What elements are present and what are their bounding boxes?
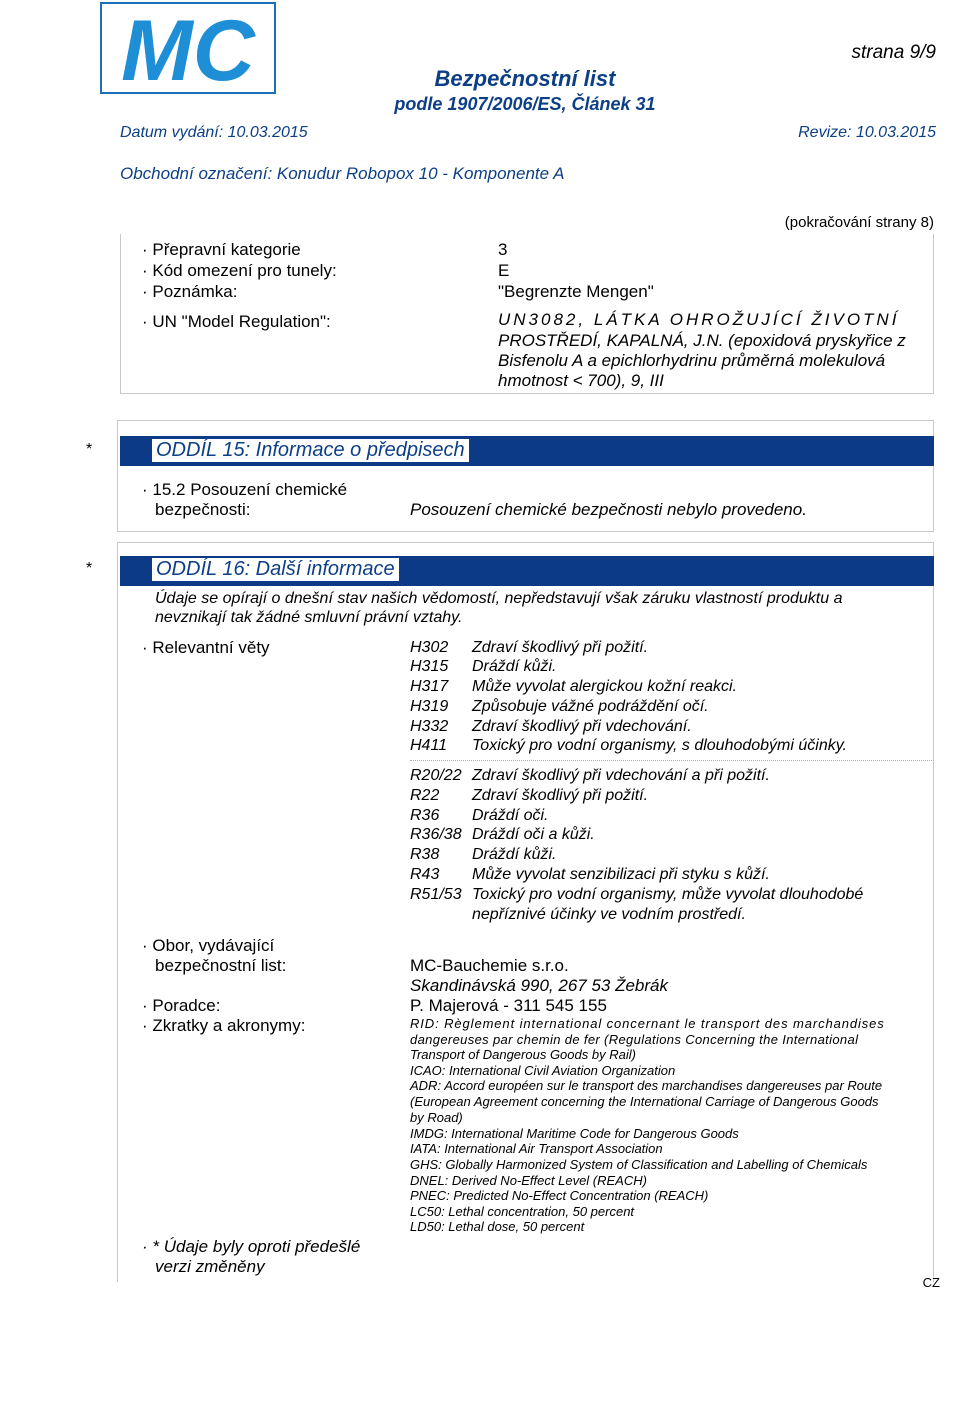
- phrase-text: Zdraví škodlivý při požití.: [472, 787, 649, 804]
- phrase-text: Může vyvolat alergickou kožní reakci.: [472, 678, 737, 695]
- un-value-line: hmotnost < 700), 9, III: [498, 371, 664, 390]
- document-title: Bezpečnostní list: [434, 66, 616, 91]
- abbr-line: GHS: Globally Harmonized System of Classification and Labelling of Chemicals: [410, 1157, 868, 1172]
- abbr-line: IMDG: International Maritime Code for Dangerous Goods: [410, 1126, 739, 1141]
- issuer-label: · Obor, vydávající: [142, 936, 275, 955]
- changed-note: verzi změněny: [155, 1257, 265, 1276]
- section16-intro: Údaje se opírají o dnešní stav našich vědomostí, nepředstavují však záruku vlastností produktu a: [155, 590, 843, 607]
- transport-label: · Kód omezení pro tunely:: [142, 261, 337, 280]
- transport-value: "Begrenzte Mengen": [498, 282, 654, 301]
- abbr-line: Transport of Dangerous Goods by Rail): [410, 1047, 636, 1062]
- abbr-line: dangereuses par chemin de fer (Regulations Concerning the International: [410, 1032, 859, 1047]
- divider: [410, 760, 934, 761]
- abbr-line: PNEC: Predicted No-Effect Concentration (REACH): [410, 1188, 709, 1203]
- issue-date: Datum vydání: 10.03.2015: [120, 124, 308, 141]
- phrase-code: R22: [410, 787, 440, 804]
- phrase-code: H411: [410, 737, 448, 754]
- advisor-label: · Poradce:: [142, 996, 221, 1015]
- phrase-code: H317: [410, 678, 449, 695]
- relevant-label: · Relevantní věty: [142, 638, 270, 657]
- phrase-text: Zdraví škodlivý při požití.: [472, 639, 649, 656]
- page-number: strana 9/9: [851, 42, 936, 63]
- mc-logo-icon: [102, 4, 274, 92]
- transport-label: · Poznámka:: [142, 282, 238, 301]
- phrase-code: R20/22: [410, 767, 462, 784]
- advisor-value: P. Majerová - 311 545 155: [410, 996, 607, 1015]
- section15-label: · 15.2 Posouzení chemické: [142, 480, 348, 499]
- phrase-text: Toxický pro vodní organismy, může vyvolat dlouhodobé: [472, 886, 864, 903]
- changed-marker: *: [86, 441, 93, 458]
- abbr-line: DNEL: Derived No-Effect Level (REACH): [410, 1173, 647, 1188]
- issuer-address: Skandinávská 990, 267 53 Žebrák: [410, 976, 669, 995]
- section16-intro: nevznikají tak žádné smluvní právní vztahy.: [155, 609, 463, 626]
- un-label: · UN "Model Regulation":: [142, 312, 331, 331]
- svg-text:MC: MC: [121, 4, 255, 92]
- document-subtitle: podle 1907/2006/ES, Článek 31: [394, 94, 656, 114]
- section15-value: Posouzení chemické bezpečnosti nebylo provedeno.: [410, 500, 807, 519]
- section16-heading: ODDÍL 16: Další informace: [152, 558, 399, 581]
- phrase-text: Dráždí kůži.: [472, 658, 557, 675]
- abbr-line: IATA: International Air Transport Association: [410, 1141, 663, 1156]
- un-value-line: UN3082, LÁTKA OHROŽUJÍCÍ ŽIVOTNÍ: [498, 310, 900, 329]
- section15-label: bezpečnosti:: [155, 500, 251, 519]
- section15-heading: ODDÍL 15: Informace o předpisech: [152, 439, 469, 462]
- transport-label: · Přepravní kategorie: [142, 240, 301, 259]
- phrase-text: Dráždí oči.: [472, 807, 549, 824]
- language-code: CZ: [922, 1275, 940, 1290]
- revision-date: Revize: 10.03.2015: [798, 124, 936, 141]
- phrase-code: H319: [410, 698, 449, 715]
- abbr-line: ADR: Accord européen sur le transport des marchandises dangereuses par Route: [410, 1078, 883, 1093]
- phrase-code: R36/38: [410, 826, 462, 843]
- un-value-line: PROSTŘEDÍ, KAPALNÁ, J.N. (epoxidová pryskyřice z: [498, 331, 906, 350]
- phrase-text: Dráždí kůži.: [472, 846, 557, 863]
- changed-marker: *: [86, 560, 93, 577]
- abbr-line: LD50: Lethal dose, 50 percent: [410, 1219, 585, 1234]
- phrase-text: Toxický pro vodní organismy, s dlouhodobými účinky.: [472, 737, 847, 754]
- phrase-text-continued: nepříznivé účinky ve vodním prostředí.: [472, 906, 746, 923]
- company-logo: [100, 2, 276, 94]
- phrase-code: R38: [410, 846, 440, 863]
- transport-value: E: [498, 261, 510, 280]
- phrase-text: Způsobuje vážné podráždění očí.: [472, 698, 709, 715]
- issuer-name: MC-Bauchemie s.r.o.: [410, 956, 569, 975]
- phrase-code: H332: [410, 718, 449, 735]
- abbr-line: by Road): [410, 1110, 463, 1125]
- phrase-text: Může vyvolat senzibilizaci při styku s kůží.: [472, 866, 770, 883]
- phrase-text: Zdraví škodlivý při vdechování.: [472, 718, 692, 735]
- phrase-code: H302: [410, 639, 449, 656]
- phrase-code: H315: [410, 658, 449, 675]
- transport-value: 3: [498, 240, 508, 259]
- un-value-line: Bisfenolu A a epichlorhydrinu průměrná molekulová: [498, 351, 886, 370]
- trade-name: Obchodní označení: Konudur Robopox 10 - Komponente A: [120, 164, 565, 183]
- issuer-label: bezpečnostní list:: [155, 956, 287, 975]
- abbr-label: · Zkratky a akronymy:: [142, 1016, 306, 1035]
- abbr-line: LC50: Lethal concentration, 50 percent: [410, 1204, 635, 1219]
- changed-note: · * Údaje byly oproti předešlé: [142, 1237, 361, 1256]
- phrase-code: R36: [410, 807, 440, 824]
- phrase-text: Dráždí oči a kůži.: [472, 826, 595, 843]
- abbr-line: RID: Règlement international concernant le transport des marchandises: [410, 1016, 885, 1031]
- phrase-code: R43: [410, 866, 440, 883]
- continued-note: (pokračování strany 8): [784, 214, 934, 231]
- abbr-line: ICAO: International Civil Aviation Organization: [410, 1063, 676, 1078]
- abbr-line: (European Agreement concerning the International Carriage of Dangerous Goods: [410, 1094, 879, 1109]
- phrase-code: R51/53: [410, 886, 462, 903]
- phrase-text: Zdraví škodlivý při vdechování a při požití.: [472, 767, 770, 784]
